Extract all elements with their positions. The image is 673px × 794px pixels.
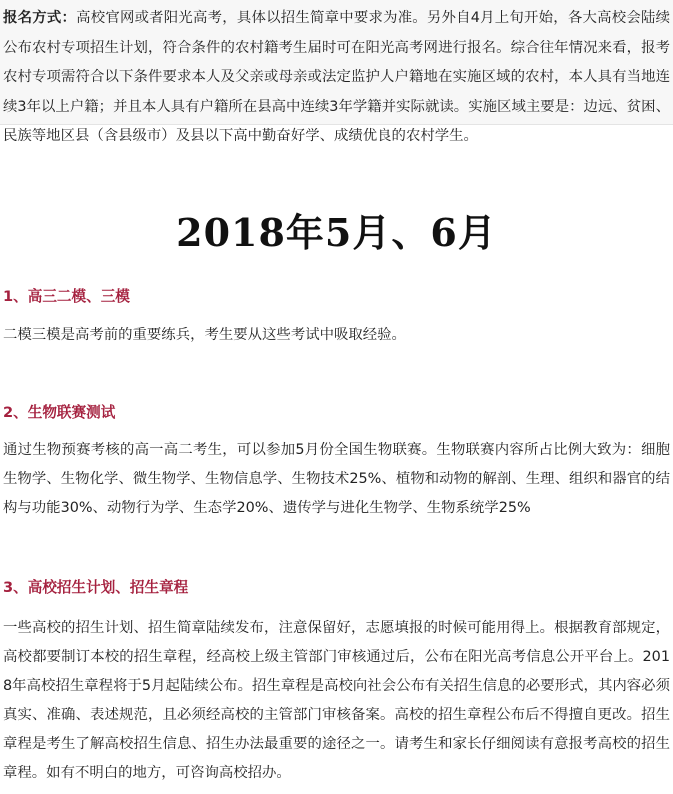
section-heading-1: 1、高三二模、三模 (3, 288, 130, 305)
section-body-2: 通过生物预赛考核的高一高二考生，可以参加5月份全国生物联赛。生物联赛内容所占比例大致为：细胞生物学、生物化学、微生物学、生物信息学、生物技术25%、植物和动物的解剖、生理、组织和器官的结构与功能30%、动物行为学、生态学20%、遗传学与进化生物学、生物系统学25% (3, 442, 670, 516)
section-heading-3: 3、高校招生计划、招生章程 (3, 579, 189, 596)
section-body-3: 一些高校的招生计划、招生简章陆续发布，注意保留好，志愿填报的时候可能用得上。根据教育部规定，高校都要制订本校的招生章程，经高校上级主管部门审核通过后，公布在阳光高考信息公开平台上。2018年高校招生章程将于5月起陆续公布。招生章程是高校向社会公布有关招生信息的必要形式，其内容必须真实、准确、表述规范，且必须经高校的主管部门审核备案。高校的招生章程公布后不得擅自更改。招生章程是考生了解高校招生信息、招生办法最重要的途径之一。请考生和家长仔细阅读有意报考高校的招生章程。如有不明白的地方，可咨询高校招办。 (3, 620, 670, 781)
registration-text: 高校官网或者阳光高考，具体以招生简章中要求为准。另外自4月上旬开始，各大高校会陆续公布农村专项招生计划，符合条件的农村籍考生届时可在阳光高考网进行报名。综合往年情况来看，报考农村专项需符合以下条件要求本人及父亲或母亲或法定监护人户籍地在实施区域的农村，本人具有当地连续3年以上户籍；并且本人具有户籍所在县高中连续3年学籍并实际就读。实施区域主要是：边远、贫困、民族等地区县（含县级市）及县以下高中勤奋好学、成绩优良的农村学生。 (3, 10, 670, 145)
registration-info-paragraph (3, 4, 670, 152)
registration-label: 报名方式： (3, 10, 77, 26)
section-body-1: 二模三模是高考前的重要练兵，考生要从这些考试中吸取经验。 (3, 327, 406, 343)
date-title: 2018年5月、6月 (176, 210, 497, 255)
section-heading-2: 2、生物联赛测试 (3, 404, 116, 421)
